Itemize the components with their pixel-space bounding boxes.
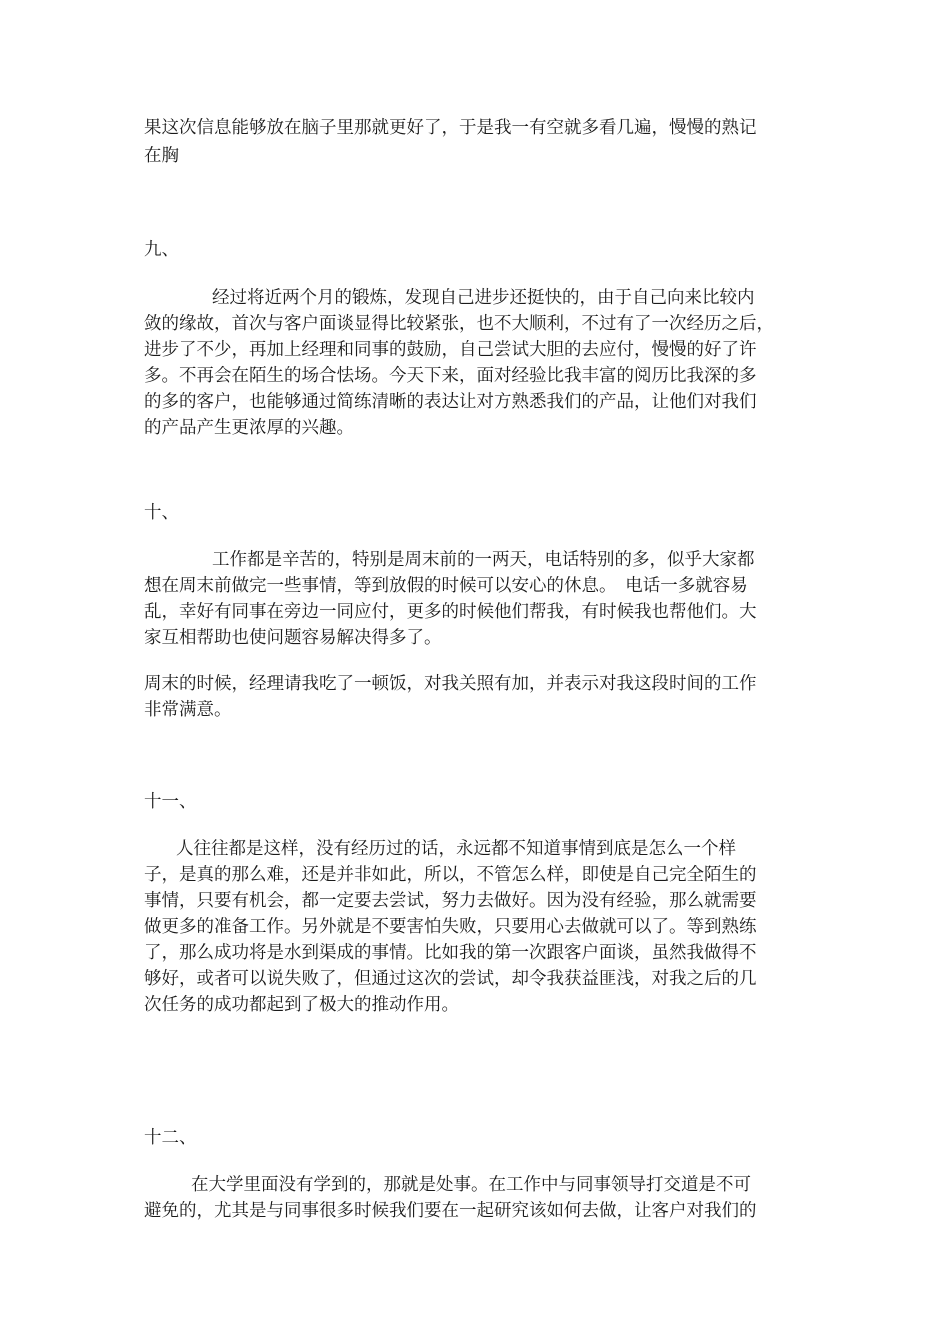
paragraph-line: 在胸: [144, 146, 179, 166]
paragraph-line: 事情，只要有机会，都一定要去尝试，努力去做好。因为没有经验，那么就需要: [144, 891, 757, 911]
paragraph-line: 做更多的准备工作。另外就是不要害怕失败，只要用心去做就可以了。等到熟练: [144, 917, 757, 937]
paragraph-line: 了，那么成功将是水到渠成的事情。比如我的第一次跟客户面谈，虽然我做得不: [144, 943, 757, 963]
paragraph-line: 的多的客户，也能够通过简练清晰的表达让对方熟悉我们的产品，让他们对我们: [144, 392, 757, 412]
paragraph-line: 工作都是辛苦的，特别是周末前的一两天，电话特别的多，似乎大家都: [212, 550, 755, 570]
section-heading-10: 十、: [144, 503, 179, 523]
paragraph-line: 多。不再会在陌生的场合怯场。今天下来，面对经验比我丰富的阅历比我深的多: [144, 366, 757, 386]
paragraph-line: 够好，或者可以说失败了，但通过这次的尝试，却令我获益匪浅，对我之后的几: [144, 969, 757, 989]
section-heading-11: 十一、: [144, 792, 197, 812]
paragraph-line: 敛的缘故，首次与客户面谈显得比较紧张，也不大顺利，不过有了一次经历之后，: [144, 314, 774, 334]
paragraph-line: 乱，幸好有同事在旁边一同应付，更多的时候他们帮我，有时候我也帮他们。大: [144, 602, 757, 622]
paragraph-line: 想在周末前做完一些事情，等到放假的时候可以安心的休息。 电话一多就容易: [144, 576, 748, 596]
paragraph-line: 进步了不少，再加上经理和同事的鼓励，自己尝试大胆的去应付，慢慢的好了许: [144, 340, 757, 360]
paragraph-line: 的产品产生更浓厚的兴趣。: [144, 418, 354, 438]
section-heading-9: 九、: [144, 240, 179, 260]
paragraph-line: 人往往都是这样，没有经历过的话，永远都不知道事情到底是怎么一个样: [176, 839, 736, 859]
paragraph-line: 果这次信息能够放在脑子里那就更好了，于是我一有空就多看几遍，慢慢的熟记: [144, 118, 757, 138]
paragraph-line: 周末的时候，经理请我吃了一顿饭，对我关照有加，并表示对我这段时间的工作: [144, 674, 757, 694]
paragraph-line: 经过将近两个月的锻炼，发现自己进步还挺快的，由于自己向来比较内: [212, 288, 755, 308]
paragraph-line: 子，是真的那么难，还是并非如此，所以，不管怎么样，即使是自己完全陌生的: [144, 865, 757, 885]
paragraph-line: 非常满意。: [144, 700, 232, 720]
paragraph-line: 在大学里面没有学到的，那就是处事。在工作中与同事领导打交道是不可: [191, 1175, 751, 1195]
paragraph-line: 避免的，尤其是与同事很多时候我们要在一起研究该如何去做，让客户对我们的: [144, 1201, 757, 1221]
section-heading-12: 十二、: [144, 1128, 197, 1148]
paragraph-line: 家互相帮助也使问题容易解决得多了。: [144, 628, 442, 648]
paragraph-line: 次任务的成功都起到了极大的推动作用。: [144, 995, 459, 1015]
